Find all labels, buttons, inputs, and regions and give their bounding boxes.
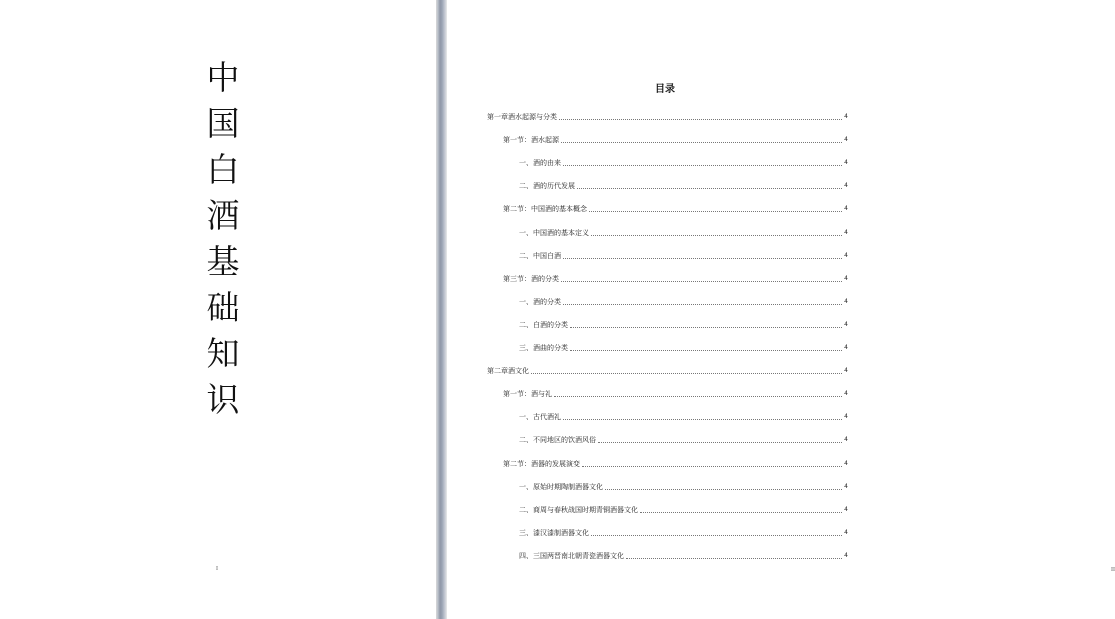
toc-entry-title: 一、酒的分类 xyxy=(519,298,561,306)
toc-entry-page: 4 xyxy=(844,136,848,143)
toc-entry-page: 4 xyxy=(844,552,848,559)
toc-entry[interactable] xyxy=(519,227,848,237)
cover-title-char: 国 xyxy=(206,104,240,143)
toc-entry-title: 三、酒曲的分类 xyxy=(519,344,568,352)
toc-entry-page: 4 xyxy=(844,390,848,397)
toc-leader xyxy=(554,395,842,397)
toc-leader xyxy=(605,488,842,490)
toc-entry[interactable] xyxy=(519,319,848,329)
toc-entry[interactable] xyxy=(519,434,848,444)
toc-leader xyxy=(570,326,842,328)
toc-leader xyxy=(570,349,842,351)
cover-title-char: 础 xyxy=(206,288,240,327)
toc-entry-title: 第三节：酒的分类 xyxy=(503,275,559,283)
cover-page xyxy=(0,0,436,619)
toc-entry-title: 三、漆汉漆制酒器文化 xyxy=(519,529,589,537)
toc-entry-page: 4 xyxy=(844,298,848,305)
toc-leader xyxy=(577,187,842,189)
toc-entry-page: 4 xyxy=(844,275,848,282)
toc-heading: 目录 xyxy=(655,84,675,95)
toc-entry-title: 四、三国两晋南北朝青瓷酒器文化 xyxy=(519,552,624,560)
toc-entry[interactable] xyxy=(519,342,848,352)
toc-entry-title: 一、原始时期陶制酒器文化 xyxy=(519,483,603,491)
toc-entry[interactable] xyxy=(519,250,848,260)
toc-leader xyxy=(591,234,842,236)
toc-entry-title: 第二节：酒器的发展演变 xyxy=(503,460,580,468)
toc-entry[interactable] xyxy=(519,180,848,190)
toc-leader xyxy=(626,557,842,559)
cover-title-char: 识 xyxy=(206,380,240,419)
page-number: II xyxy=(1111,567,1115,573)
toc-leader xyxy=(563,418,842,420)
toc-leader xyxy=(563,303,842,305)
toc-leader xyxy=(561,280,842,282)
toc-entry-title: 第一节：酒水起源 xyxy=(503,136,559,144)
toc-entry[interactable] xyxy=(519,550,848,560)
toc-entry-title: 二、中国白酒 xyxy=(519,252,561,260)
cover-title-char: 中 xyxy=(206,58,240,97)
toc-leader xyxy=(589,210,842,212)
page-divider xyxy=(436,0,447,619)
toc-entry-title: 第一节：酒与礼 xyxy=(503,390,552,398)
toc-entry-page: 4 xyxy=(844,529,848,536)
toc-entry-page: 4 xyxy=(844,413,848,420)
toc-entry-title: 一、古代酒礼 xyxy=(519,413,561,421)
toc-entry-title: 第二章酒文化 xyxy=(487,367,529,375)
cover-title-char: 酒 xyxy=(206,196,240,235)
toc-leader xyxy=(640,511,842,513)
toc-entry[interactable] xyxy=(519,157,848,167)
toc-entry[interactable] xyxy=(487,365,848,375)
toc-entry-page: 4 xyxy=(844,159,848,166)
toc-leader xyxy=(563,257,842,259)
toc-entry[interactable] xyxy=(503,134,848,144)
toc-entry[interactable] xyxy=(503,388,848,398)
cover-title-char: 知 xyxy=(206,334,240,373)
toc-entry[interactable] xyxy=(503,458,848,468)
toc-entry-title: 第一章酒水起源与分类 xyxy=(487,113,557,121)
toc-leader xyxy=(591,534,842,536)
cover-title xyxy=(203,55,243,423)
toc-entry-page: 4 xyxy=(844,367,848,374)
toc-entry-title: 二、不同地区的饮酒风俗 xyxy=(519,436,596,444)
toc-entry-page: 4 xyxy=(844,182,848,189)
toc-entry[interactable] xyxy=(519,481,848,491)
toc-entry-title: 一、中国酒的基本定义 xyxy=(519,229,589,237)
cover-title-char: 基 xyxy=(206,242,240,281)
toc-entry[interactable] xyxy=(519,296,848,306)
page-number: I xyxy=(216,566,218,572)
toc-entry-page: 4 xyxy=(844,483,848,490)
toc-leader xyxy=(598,441,842,443)
toc-entry[interactable] xyxy=(519,411,848,421)
toc-leader xyxy=(559,118,842,120)
toc-entry-title: 二、商周与春秋战国时期青铜酒器文化 xyxy=(519,506,638,514)
toc-entry-page: 4 xyxy=(844,113,848,120)
toc-entry-page: 4 xyxy=(844,506,848,513)
toc-entry-title: 二、酒的历代发展 xyxy=(519,182,575,190)
cover-title-char: 白 xyxy=(206,150,240,189)
toc-leader xyxy=(563,164,842,166)
toc-entry-page: 4 xyxy=(844,252,848,259)
toc-entry[interactable] xyxy=(487,111,848,121)
toc-leader xyxy=(531,372,842,374)
toc-entry-title: 二、白酒的分类 xyxy=(519,321,568,329)
toc-entry-title: 第二节：中国酒的基本概念 xyxy=(503,205,587,213)
toc-entry-page: 4 xyxy=(844,344,848,351)
toc-entry[interactable] xyxy=(519,504,848,514)
toc-entry[interactable] xyxy=(503,203,848,213)
toc-entry-page: 4 xyxy=(844,436,848,443)
toc-leader xyxy=(561,141,842,143)
toc-leader xyxy=(582,465,842,467)
toc-entry[interactable] xyxy=(503,273,848,283)
toc-entry-page: 4 xyxy=(844,205,848,212)
toc-entry-page: 4 xyxy=(844,229,848,236)
toc-entry-title: 一、酒的由来 xyxy=(519,159,561,167)
toc-entry[interactable] xyxy=(519,527,848,537)
toc-entry-page: 4 xyxy=(844,460,848,467)
toc-entry-page: 4 xyxy=(844,321,848,328)
